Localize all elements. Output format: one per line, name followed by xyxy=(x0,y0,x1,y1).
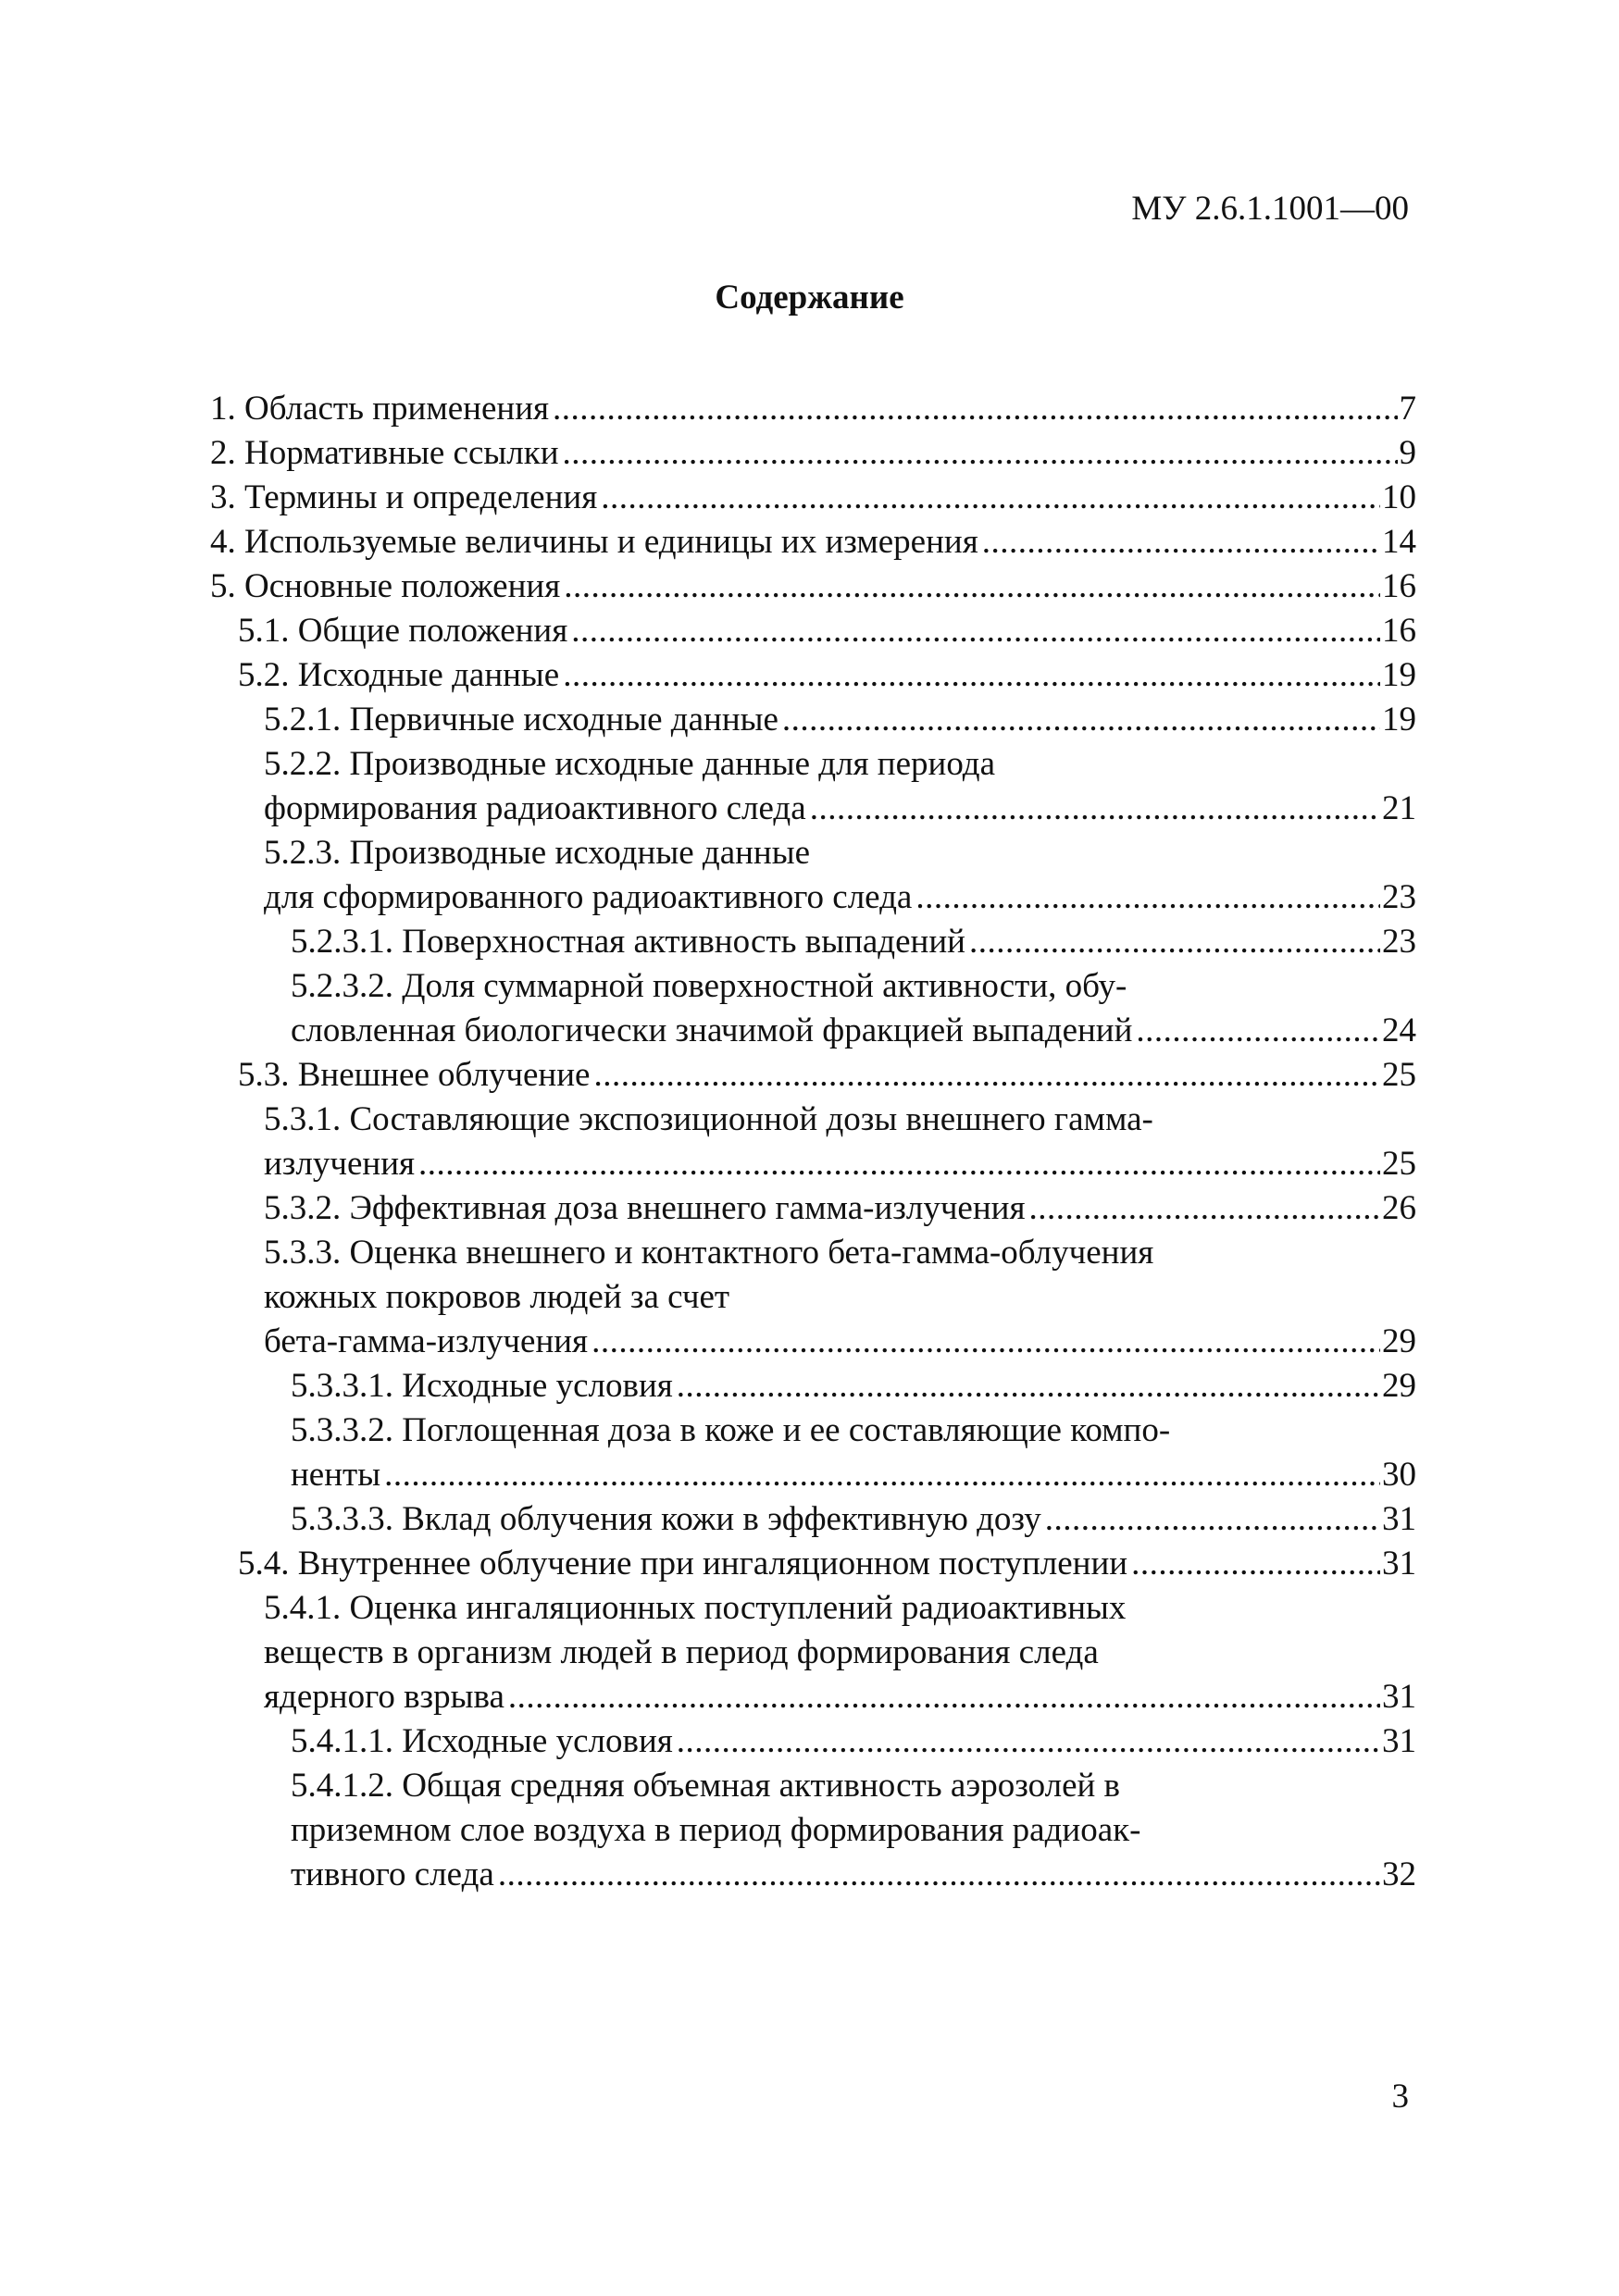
dot-leader xyxy=(508,1675,1380,1719)
toc-entry-text: 5.2. Исходные данные xyxy=(238,656,560,694)
toc-entry-text: 5.2.1. Первичные исходные данные xyxy=(264,701,778,738)
table-of-contents xyxy=(210,387,1416,1897)
toc-entry-text: 5.2.2. Производные исходные данные для периода xyxy=(264,745,996,783)
toc-entry-text: 5.4. Внутреннее облучение при ингаляционном поступлении xyxy=(238,1545,1128,1582)
toc-entry-text: 5.1. Общие положения xyxy=(238,612,568,650)
toc-entry xyxy=(210,698,1416,742)
toc-entry xyxy=(210,1497,1416,1542)
toc-entry xyxy=(210,653,1416,698)
toc-entry-line xyxy=(238,653,1416,698)
toc-entry-text: 5.3.3.1. Исходные условия xyxy=(291,1367,673,1405)
toc-entry-line xyxy=(264,1320,1416,1364)
dot-leader xyxy=(982,520,1380,565)
toc-entry xyxy=(210,1586,1416,1719)
toc-entry xyxy=(210,1186,1416,1231)
toc-page-number: 23 xyxy=(1382,878,1416,916)
dot-leader xyxy=(563,431,1398,476)
toc-entry xyxy=(210,520,1416,565)
toc-entry-line xyxy=(264,1142,1416,1186)
toc-page-number: 31 xyxy=(1382,1545,1416,1582)
toc-entry-line xyxy=(210,565,1416,609)
toc-entry-text: 2. Нормативные ссылки xyxy=(210,434,559,472)
dot-leader xyxy=(1045,1497,1380,1542)
toc-entry xyxy=(210,742,1416,831)
toc-entry-text: 5.2.3.2. Доля суммарной поверхностной активности, обу- xyxy=(291,967,1127,1005)
toc-entry-text: 5.3.3.3. Вклад облучения кожи в эффективную дозу xyxy=(291,1500,1041,1538)
toc-page-number: 32 xyxy=(1382,1855,1416,1893)
toc-entry-text: веществ в организм людей в период формирования следа xyxy=(264,1633,1099,1671)
dot-leader xyxy=(418,1142,1380,1186)
toc-entry-line xyxy=(291,920,1416,964)
dot-leader xyxy=(564,565,1380,609)
toc-page-number: 29 xyxy=(1382,1322,1416,1360)
toc-entry-line xyxy=(238,1053,1416,1098)
toc-entry-text: 5.4.1. Оценка ингаляционных поступлений радиоактивных xyxy=(264,1589,1127,1627)
toc-entry xyxy=(210,1364,1416,1409)
toc-entry-text: 5.3.1. Составляющие экспозиционной дозы внешнего гамма- xyxy=(264,1100,1153,1138)
toc-entry-line xyxy=(210,476,1416,520)
toc-entry-text: тивного следа xyxy=(291,1855,494,1893)
toc-entry-line xyxy=(264,698,1416,742)
dot-leader xyxy=(1136,1009,1380,1053)
toc-entry-text: для сформированного радиоактивного следа xyxy=(264,878,913,916)
toc-entry xyxy=(210,609,1416,653)
toc-entry-text: 5.2.3. Производные исходные данные xyxy=(264,834,810,872)
toc-entry-text: 3. Термины и определения xyxy=(210,478,598,516)
dot-leader xyxy=(677,1719,1380,1764)
toc-page-number: 30 xyxy=(1382,1456,1416,1494)
toc-entry-text: излучения xyxy=(264,1145,416,1183)
toc-entry-text: 4. Используемые величины и единицы их измерения xyxy=(210,523,978,561)
toc-page-number: 19 xyxy=(1382,701,1416,738)
dot-leader xyxy=(915,875,1380,920)
toc-entry-text: 1. Область применения xyxy=(210,390,550,428)
toc-entry-line xyxy=(238,1542,1416,1586)
toc-entry-text: бета-гамма-излучения xyxy=(264,1322,589,1360)
toc-entry-text: 5.3.2. Эффективная доза внешнего гамма-излучения xyxy=(264,1189,1026,1227)
toc-entry xyxy=(210,387,1416,431)
toc-entry-line xyxy=(264,1186,1416,1231)
dot-leader xyxy=(593,1053,1380,1098)
toc-entry-text: 5. Основные положения xyxy=(210,567,561,605)
toc-entry-line xyxy=(264,787,1416,831)
dot-leader xyxy=(384,1453,1380,1497)
toc-entry-line xyxy=(291,1364,1416,1409)
toc-entry-line xyxy=(291,1009,1416,1053)
toc-entry-text: приземном слое воздуха в период формирования радиоак- xyxy=(291,1811,1141,1849)
dot-leader xyxy=(601,476,1380,520)
toc-entry xyxy=(210,964,1416,1053)
dot-leader xyxy=(1028,1186,1380,1231)
toc-entry xyxy=(210,831,1416,920)
toc-entry-line xyxy=(264,875,1416,920)
toc-entry-text: формирования радиоактивного следа xyxy=(264,789,806,827)
page-number: 3 xyxy=(1391,2078,1409,2116)
toc-entry xyxy=(210,1542,1416,1586)
toc-page-number: 25 xyxy=(1382,1056,1416,1094)
toc-entry xyxy=(210,1764,1416,1897)
dot-leader xyxy=(498,1853,1380,1897)
toc-entry-line xyxy=(210,431,1416,476)
toc-entry xyxy=(210,1719,1416,1764)
dot-leader xyxy=(571,609,1380,653)
toc-entry xyxy=(210,1409,1416,1497)
toc-page-number: 23 xyxy=(1382,923,1416,961)
toc-page-number: 16 xyxy=(1382,567,1416,605)
toc-page-number: 21 xyxy=(1382,789,1416,827)
toc-entry-line xyxy=(291,1497,1416,1542)
toc-entry-text: 5.3.3.2. Поглощенная доза в коже и ее составляющие компо- xyxy=(291,1411,1171,1449)
toc-page-number: 14 xyxy=(1382,523,1416,561)
toc-entry-line xyxy=(291,1453,1416,1497)
toc-page-number: 31 xyxy=(1382,1500,1416,1538)
dot-leader xyxy=(969,920,1380,964)
toc-entry xyxy=(210,565,1416,609)
toc-entry-text: 5.3. Внешнее облучение xyxy=(238,1056,591,1094)
toc-entry-text: 5.2.3.1. Поверхностная активность выпадений xyxy=(291,923,965,961)
toc-page-number: 25 xyxy=(1382,1145,1416,1183)
toc-entry-line xyxy=(210,387,1416,431)
toc-page-number: 10 xyxy=(1382,478,1416,516)
toc-entry xyxy=(210,431,1416,476)
toc-page-number: 31 xyxy=(1382,1678,1416,1716)
toc-entry-text: 5.3.3. Оценка внешнего и контактного бета-гамма-облучения xyxy=(264,1234,1154,1272)
document-code: МУ 2.6.1.1001—00 xyxy=(1131,190,1409,228)
toc-entry xyxy=(210,1098,1416,1186)
toc-entry-line xyxy=(291,1853,1416,1897)
toc-entry-text: кожных покровов людей за счет xyxy=(264,1278,730,1316)
toc-entry xyxy=(210,476,1416,520)
toc-page-number: 7 xyxy=(1399,390,1416,428)
toc-entry-line xyxy=(210,520,1416,565)
dot-leader xyxy=(1131,1542,1380,1586)
dot-leader xyxy=(677,1364,1380,1409)
toc-entry-text: ядерного взрыва xyxy=(264,1678,504,1716)
toc-entry xyxy=(210,1053,1416,1098)
toc-entry-line xyxy=(291,1719,1416,1764)
dot-leader xyxy=(592,1320,1380,1364)
dot-leader xyxy=(810,787,1380,831)
toc-page-number: 31 xyxy=(1382,1722,1416,1760)
toc-entry xyxy=(210,920,1416,964)
toc-page-number: 29 xyxy=(1382,1367,1416,1405)
toc-entry-text: ненты xyxy=(291,1456,381,1494)
page-title: Содержание xyxy=(715,279,904,316)
dot-leader xyxy=(782,698,1380,742)
toc-entry-line xyxy=(264,1675,1416,1719)
toc-page-number: 9 xyxy=(1399,434,1416,472)
toc-entry-text: 5.4.1.1. Исходные условия xyxy=(291,1722,673,1760)
toc-entry xyxy=(210,1231,1416,1364)
toc-entry-line xyxy=(238,609,1416,653)
toc-entry-text: 5.4.1.2. Общая средняя объемная активность аэрозолей в xyxy=(291,1767,1121,1805)
dot-leader xyxy=(563,653,1380,698)
dot-leader xyxy=(553,387,1397,431)
toc-page-number: 16 xyxy=(1382,612,1416,650)
toc-page-number: 26 xyxy=(1382,1189,1416,1227)
toc-entry-text: словленная биологически значимой фракцией выпадений xyxy=(291,1011,1133,1049)
toc-page-number: 19 xyxy=(1382,656,1416,694)
toc-page-number: 24 xyxy=(1382,1011,1416,1049)
